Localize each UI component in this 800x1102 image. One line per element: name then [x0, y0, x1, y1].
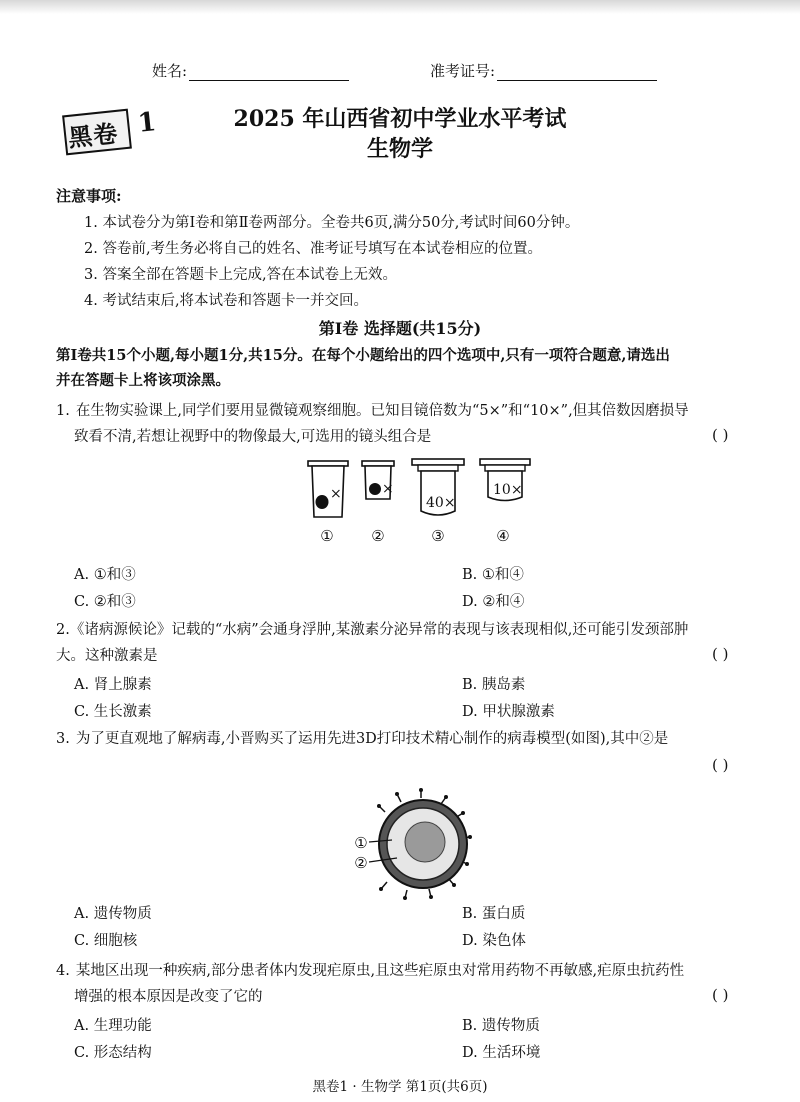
eyepiece-1: [308, 461, 348, 517]
option-c[interactable]: C. 生长激素: [74, 704, 152, 720]
option-a[interactable]: A. ①和③: [74, 567, 136, 583]
question-number: 3.: [56, 731, 70, 747]
question-number: 1.: [56, 403, 70, 419]
question-number: 2.: [56, 622, 70, 638]
section-instruction-line1: 第Ⅰ卷共15个小题,每小题1分,共15分。在每个小题给出的四个选项中,只有一项符合题意,请选出: [56, 347, 670, 364]
option-d[interactable]: D. 染色体: [462, 933, 526, 949]
scan-top-shadow: [0, 0, 800, 14]
section-instruction-line2: 并在答题卡上将该项涂黑。: [56, 372, 230, 389]
option-a[interactable]: A. 生理功能: [74, 1018, 152, 1034]
question-1-line1: [56, 398, 772, 424]
question-2-line1: [56, 617, 772, 643]
exam-id-underline: [497, 64, 657, 81]
subject-title: 生物学: [366, 136, 433, 162]
figure-label-1: ①: [320, 527, 334, 545]
option-d[interactable]: D. 生活环境: [462, 1045, 541, 1061]
question-1-line2: 致看不清,若想让视野中的物像最大,可选用的镜头组合是: [74, 429, 432, 445]
option-b[interactable]: B. 遗传物质: [462, 1018, 540, 1034]
section-title: 第Ⅰ卷 选择题(共15分): [318, 319, 482, 338]
question-4-line1: [56, 958, 772, 984]
answer-parentheses[interactable]: ( ): [712, 756, 729, 774]
answer-parentheses[interactable]: ( ): [712, 645, 729, 663]
question-2-line2: 大。这种激素是: [56, 648, 158, 664]
name-underline: [189, 64, 349, 81]
note-item: 4. 考试结束后,将本试卷和答题卡一并交回。: [84, 293, 369, 309]
question-text: 某地区出现一种疾病,部分患者体内发现疟原虫,且这些疟原虫对常用药物不再敏感,疟原虫抗药性: [75, 963, 685, 979]
exam-title: 2025 年山西省初中学业水平考试: [233, 106, 567, 132]
answer-parentheses[interactable]: ( ): [712, 986, 729, 1004]
answer-parentheses[interactable]: ( ): [712, 426, 729, 444]
lens-mark-2: ×: [382, 481, 394, 497]
figure-label-2: ②: [371, 527, 385, 545]
virus-label-2: ②: [354, 854, 368, 872]
badge-number: 1: [136, 107, 158, 139]
question-text: 为了更直观地了解病毒,小晋购买了运用先进3D打印技术精心制作的病毒模型(如图),其中②是: [75, 731, 669, 747]
notes-heading: 注意事项:: [56, 187, 122, 205]
question-4-line2: 增强的根本原因是改变了它的: [74, 989, 263, 1005]
figure-label-3: ③: [431, 527, 445, 545]
option-b[interactable]: B. 胰岛素: [462, 677, 526, 693]
option-b[interactable]: B. ①和④: [462, 567, 524, 583]
exam-id-label: 准考证号:: [430, 62, 496, 80]
name-field[interactable]: [152, 60, 349, 81]
option-d[interactable]: D. 甲状腺激素: [462, 704, 555, 720]
lens-mark-4: 10×: [493, 482, 523, 498]
note-item: 3. 答案全部在答题卡上完成,答在本试卷上无效。: [84, 267, 398, 283]
badge-text: 黑卷: [66, 118, 120, 153]
note-item: 2. 答卷前,考生务必将自己的姓名、准考证号填写在本试卷相应的位置。: [84, 241, 543, 257]
question-text: 《诸病源候论》记载的“水病”会通身浮肿,某激素分泌异常的表现与该表现相似,还可能引发颈部肿: [69, 622, 689, 638]
option-b[interactable]: B. 蛋白质: [462, 906, 526, 922]
virus-label-1: ①: [354, 834, 368, 852]
name-label: 姓名:: [152, 62, 188, 80]
lens-mark-3: 40×: [426, 495, 456, 511]
figure-label-4: ④: [496, 527, 510, 545]
question-3-line1: [56, 726, 772, 752]
page-footer: 黑卷1 · 生物学 第1页(共6页): [312, 1079, 488, 1095]
option-c[interactable]: C. ②和③: [74, 594, 136, 610]
question-text: 在生物实验课上,同学们要用显微镜观察细胞。已知目镜倍数为“5×”和“10×”,但其倍数因磨损导: [75, 403, 689, 419]
virus-core: [405, 822, 445, 862]
note-item: 1. 本试卷分为第Ⅰ卷和第Ⅱ卷两部分。全卷共6页,满分50分,考试时间60分钟。: [84, 215, 580, 231]
option-a[interactable]: A. 遗传物质: [74, 906, 152, 922]
option-a[interactable]: A. 肾上腺素: [74, 677, 152, 693]
option-d[interactable]: D. ②和④: [462, 594, 525, 610]
option-c[interactable]: C. 形态结构: [74, 1045, 152, 1061]
option-c[interactable]: C. 细胞核: [74, 933, 138, 949]
exam-id-field[interactable]: [430, 60, 657, 81]
question-number: 4.: [56, 963, 70, 979]
lens-mark-1: ×: [330, 486, 342, 502]
